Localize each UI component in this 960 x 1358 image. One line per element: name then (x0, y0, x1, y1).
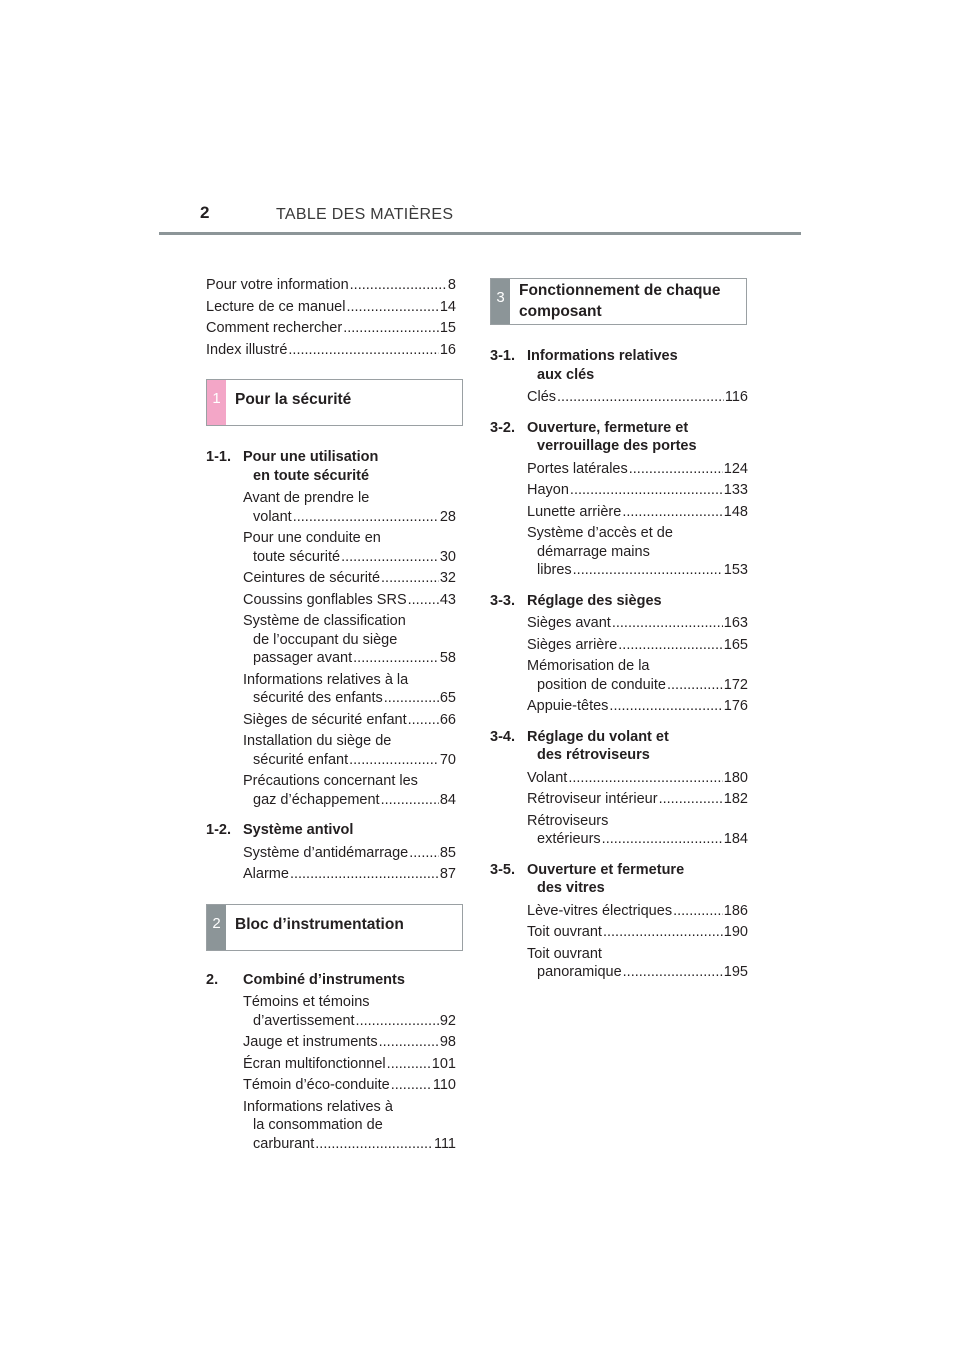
chapter-3-title-line: Fonctionnement de chaque (519, 282, 721, 299)
toc-right-column (490, 278, 748, 985)
dot-leader (570, 481, 723, 500)
toc-entry-label: volant (253, 508, 292, 525)
intro-list (206, 276, 456, 359)
toc-entry-label: Appuie-têtes (527, 698, 609, 714)
toc-entry-label: Sièges arrière (527, 636, 618, 653)
toc-entry-row (243, 1012, 456, 1031)
toc-entry[interactable] (206, 319, 456, 338)
dot-leader (618, 636, 723, 655)
dot-leader (341, 548, 439, 567)
toc-entry-page: 30 (439, 548, 456, 565)
toc-entry-page: 84 (439, 791, 456, 808)
toc-entry-label: libres (537, 562, 572, 578)
dot-leader (290, 865, 439, 884)
toc-entry-label: gaz d’échappement (253, 791, 380, 808)
toc-entry[interactable] (243, 865, 456, 884)
section-title-line: des rétroviseurs (537, 747, 650, 763)
section-title-line: Combiné d’instruments (243, 971, 405, 988)
toc-entry[interactable] (527, 481, 748, 500)
toc-entry-label: Système d’antidémarrage (243, 844, 409, 861)
toc-entry[interactable] (243, 591, 456, 610)
toc-entry-page: 14 (439, 298, 456, 315)
toc-entry[interactable] (527, 657, 748, 694)
toc-entry[interactable] (243, 671, 456, 708)
toc-entry-label: Toit ouvrant (527, 945, 602, 962)
toc-entry-page: 32 (439, 570, 456, 586)
toc-entry-page: 176 (723, 698, 748, 714)
section-number: 3-2. (490, 419, 515, 436)
dot-leader (315, 1135, 433, 1154)
chapter-1-number: 1 (207, 380, 226, 425)
toc-entry-label: Avant de prendre le (243, 490, 370, 506)
toc-entry-label: Système d’accès et de (527, 525, 673, 541)
dot-leader (673, 902, 723, 921)
toc-entry-label: Précautions concernant les (243, 773, 418, 789)
toc-entry-label: Système de classification (243, 613, 406, 629)
toc-entry-label: Installation du siège de (243, 733, 392, 749)
toc-entry-row (243, 649, 456, 668)
toc-entry-row (527, 460, 748, 479)
toc-entry-row (527, 790, 748, 809)
chapter-2-title: Bloc d’instrumentation (235, 915, 404, 933)
section-heading[interactable] (206, 448, 456, 485)
dot-leader (409, 844, 439, 863)
toc-entry-page: 111 (433, 1135, 456, 1152)
toc-entry-page: 65 (439, 690, 456, 706)
toc-entry-label: Hayon (527, 482, 569, 498)
section-number: 3-4. (490, 728, 515, 745)
section-heading[interactable] (490, 347, 748, 384)
section-heading[interactable] (206, 971, 456, 990)
toc-entry-row (527, 481, 748, 500)
toc-entry-row (527, 697, 748, 716)
dot-leader (603, 923, 723, 942)
toc-entry-page: 182 (723, 791, 748, 807)
toc-entry[interactable] (243, 529, 456, 566)
toc-entry-label: Volant (527, 769, 568, 786)
section-title-line: Système antivol (243, 822, 354, 838)
toc-left-column (206, 276, 456, 1156)
toc-entry-page: 165 (723, 636, 748, 653)
toc-entry[interactable] (206, 276, 456, 295)
toc-entry-page: 43 (439, 591, 456, 608)
toc-entry-row (243, 1055, 456, 1074)
toc-entry[interactable] (527, 790, 748, 809)
toc-entry-row (206, 298, 456, 317)
dot-leader (381, 569, 439, 588)
section-title (243, 971, 405, 990)
toc-entry-label: Pour votre information (206, 277, 349, 293)
toc-entry-page: 16 (439, 341, 456, 358)
chapter-3-number: 3 (491, 279, 510, 324)
section-number: 3-5. (490, 861, 515, 878)
toc-entry[interactable] (243, 1033, 456, 1052)
toc-entry-page: 15 (439, 320, 456, 336)
chapter-3-tab[interactable] (490, 278, 747, 325)
dot-leader (659, 790, 723, 809)
toc-entry-label: Index illustré (206, 341, 288, 358)
toc-entry-label: Coussins gonflables SRS (243, 591, 407, 608)
dot-leader (349, 751, 439, 770)
section-heading[interactable] (206, 821, 456, 840)
toc-entry-label: Ceintures de sécurité (243, 570, 381, 586)
dot-leader (379, 1033, 439, 1052)
toc-entry[interactable] (527, 812, 748, 849)
section-number: 1-2. (206, 822, 231, 838)
section-title (527, 861, 684, 898)
toc-entry[interactable] (243, 1098, 456, 1154)
dot-leader (568, 769, 722, 788)
toc-entry-label: Témoins et témoins (243, 994, 370, 1010)
toc-entry-row (206, 276, 456, 295)
toc-entry-page: 87 (439, 866, 456, 882)
dot-leader (557, 388, 724, 407)
toc-entry-page: 98 (439, 1034, 456, 1050)
toc-entry-label: sécurité des enfants (253, 690, 383, 706)
toc-entry-label: Mémorisation de la (527, 658, 650, 674)
section-title (527, 347, 678, 384)
toc-entry-page: 101 (431, 1055, 456, 1072)
dot-leader (346, 298, 438, 317)
section-number: 2. (206, 971, 219, 988)
toc-entry-label: extérieurs (537, 831, 601, 847)
section-title-line: Informations relatives (527, 348, 678, 364)
toc-entry[interactable] (243, 489, 456, 526)
dot-leader (609, 697, 722, 716)
toc-entry-label: position de conduite (537, 676, 666, 693)
toc-entry[interactable] (527, 460, 748, 479)
toc-entry[interactable] (243, 569, 456, 588)
dot-leader (623, 963, 723, 982)
toc-entry[interactable] (527, 945, 748, 982)
toc-entry-label: Rétroviseurs (527, 812, 609, 829)
section-title (243, 821, 353, 840)
toc-entry-label: Toit ouvrant (527, 924, 602, 940)
toc-entry-page: 58 (439, 650, 456, 666)
toc-entry-label: carburant (253, 1135, 315, 1152)
toc-entry-page: 28 (439, 508, 456, 525)
toc-entry[interactable] (527, 902, 748, 921)
dot-leader (343, 319, 439, 338)
toc-entry-row (527, 902, 748, 921)
toc-entry-label: panoramique (537, 964, 622, 980)
toc-entry-row (243, 689, 456, 708)
dot-leader (356, 1012, 439, 1031)
toc-entry-row (243, 591, 456, 610)
chapter-1-tab[interactable] (206, 379, 463, 426)
toc-entry[interactable] (527, 697, 748, 716)
toc-entry[interactable] (243, 1076, 456, 1095)
chapter-3-sections (490, 347, 748, 982)
toc-entry[interactable] (527, 614, 748, 633)
chapter-3-title-line: composant (519, 303, 602, 320)
toc-entry-page: 195 (723, 964, 748, 980)
toc-entry-label: Informations relatives à (243, 1098, 393, 1115)
toc-entry-row (527, 636, 748, 655)
toc-entry[interactable] (206, 298, 456, 317)
toc-entry-label: Lecture de ce manuel (206, 298, 346, 315)
toc-entry[interactable] (243, 711, 456, 730)
dot-leader (293, 508, 439, 527)
toc-entry-page: 110 (432, 1077, 456, 1093)
dot-leader (353, 649, 439, 668)
toc-entry-page: 124 (723, 460, 748, 477)
section-heading[interactable] (490, 419, 748, 456)
dot-leader (612, 614, 723, 633)
toc-entry[interactable] (527, 503, 748, 522)
chapter-1-title: Pour la sécurité (235, 391, 352, 408)
toc-entry-row (243, 844, 456, 863)
section-title-line: des vitres (537, 880, 605, 896)
toc-entry-row (527, 830, 748, 849)
toc-entry-label: Pour une conduite en (243, 530, 381, 546)
toc-entry[interactable] (206, 341, 456, 360)
section-title-line: Réglage du volant et (527, 728, 669, 745)
dot-leader (602, 830, 723, 849)
toc-entry-label: la consommation de (253, 1117, 383, 1133)
section-title-line: Réglage des sièges (527, 592, 662, 609)
dot-leader (573, 561, 723, 580)
section-title (243, 448, 378, 485)
dot-leader (387, 1055, 431, 1074)
toc-entry-row (243, 1135, 456, 1154)
toc-entry-row (206, 319, 456, 338)
toc-entry-row (243, 1076, 456, 1095)
chapter-3-title (510, 279, 731, 324)
toc-entry-label: Comment rechercher (206, 320, 343, 336)
toc-entry-row (527, 614, 748, 633)
toc-entry-label: démarrage mains (537, 543, 650, 560)
toc-entry-page: 180 (723, 769, 748, 786)
toc-entry-label: Alarme (243, 866, 289, 882)
dot-leader (408, 711, 439, 730)
toc-entry-row (527, 769, 748, 788)
toc-entry-label: Informations relatives à la (243, 671, 409, 688)
chapter-2-number: 2 (207, 905, 226, 950)
toc-entry-label: Clés (527, 389, 557, 405)
toc-entry-page: 172 (723, 676, 748, 693)
toc-entry-row (243, 791, 456, 810)
section-title (527, 592, 662, 611)
chapter-1-sections (206, 448, 456, 884)
dot-leader (384, 689, 439, 708)
chapter-2-sections (206, 971, 456, 1154)
toc-entry-row (243, 508, 456, 527)
toc-entry-page: 190 (723, 924, 748, 940)
toc-entry-label: Portes latérales (527, 460, 628, 477)
toc-entry[interactable] (527, 923, 748, 942)
toc-entry-label: Écran multifonctionnel (243, 1055, 386, 1072)
toc-entry[interactable] (527, 388, 748, 407)
dot-leader (629, 460, 723, 479)
dot-leader (350, 276, 447, 295)
toc-entry-page: 186 (723, 902, 748, 919)
toc-entry-row (527, 561, 748, 580)
toc-entry-page: 184 (723, 831, 748, 847)
toc-entry-label: Sièges avant (527, 615, 611, 631)
toc-entry-page: 116 (724, 389, 748, 405)
toc-entry-page: 163 (723, 615, 748, 631)
section-heading[interactable] (490, 592, 748, 611)
toc-entry-row (527, 963, 748, 982)
section-number: 1-1. (206, 449, 231, 465)
toc-entry-row (243, 751, 456, 770)
section-number: 3-3. (490, 592, 515, 609)
dot-leader (381, 791, 439, 810)
toc-entry-page: 85 (439, 844, 456, 861)
toc-entry-page: 92 (439, 1012, 456, 1029)
toc-entry[interactable] (243, 772, 456, 809)
section-title-line: Pour une utilisation (243, 449, 379, 465)
toc-entry-row (243, 569, 456, 588)
dot-leader (391, 1076, 432, 1095)
toc-entry[interactable] (243, 993, 456, 1030)
toc-entry-page: 153 (723, 562, 748, 578)
toc-entry-row (527, 503, 748, 522)
toc-entry-label: de l’occupant du siège (253, 631, 398, 648)
section-title (527, 419, 697, 456)
toc-entry-row (527, 676, 748, 695)
section-title-line: en toute sécurité (253, 467, 370, 484)
toc-entry[interactable] (243, 1055, 456, 1074)
section-title-line: Ouverture et fermeture (527, 861, 685, 878)
toc-entry-label: Rétroviseur intérieur (527, 791, 658, 807)
chapter-2-tab[interactable] (206, 904, 463, 951)
toc-entry-label: Jauge et instruments (243, 1034, 378, 1050)
toc-entry-row (243, 865, 456, 884)
toc-entry[interactable] (243, 612, 456, 668)
toc-entry-page: 8 (447, 277, 456, 293)
dot-leader (408, 591, 439, 610)
toc-entry-label: Témoin d’éco-conduite (243, 1077, 390, 1093)
section-title-line: verrouillage des portes (537, 438, 697, 454)
section-title-line: Ouverture, fermeture et (527, 419, 689, 436)
toc-entry-row (243, 1033, 456, 1052)
toc-entry-row (206, 341, 456, 360)
section-heading[interactable] (490, 728, 748, 765)
dot-leader (288, 341, 438, 360)
toc-entry-label: Sièges de sécurité enfant (243, 711, 407, 728)
dot-leader (667, 676, 723, 695)
toc-entry-row (243, 548, 456, 567)
section-title (527, 728, 669, 765)
dot-leader (622, 503, 722, 522)
toc-entry-row (243, 711, 456, 730)
toc-entry[interactable] (243, 732, 456, 769)
toc-entry-row (527, 388, 748, 407)
toc-entry-page: 66 (439, 711, 456, 728)
toc-entry-label: toute sécurité (253, 548, 341, 565)
toc-entry[interactable] (527, 636, 748, 655)
toc-entry[interactable] (527, 769, 748, 788)
section-title-line: aux clés (537, 366, 595, 383)
page-number: 2 (200, 203, 210, 222)
toc-entry-page: 148 (723, 503, 748, 520)
toc-entry-label: sécurité enfant (253, 751, 349, 768)
toc-entry[interactable] (527, 524, 748, 580)
toc-entry-page: 133 (723, 482, 748, 498)
section-number: 3-1. (490, 348, 515, 364)
toc-entry-page: 70 (439, 751, 456, 768)
page-title: TABLE DES MATIÈRES (276, 206, 454, 223)
header-divider (159, 232, 801, 235)
section-heading[interactable] (490, 861, 748, 898)
toc-entry-label: d’avertissement (253, 1012, 355, 1029)
toc-entry-label: Lunette arrière (527, 503, 622, 520)
toc-entry-label: passager avant (253, 650, 353, 666)
toc-entry-label: Lève-vitres électriques (527, 902, 673, 919)
toc-entry-row (527, 923, 748, 942)
toc-entry[interactable] (243, 844, 456, 863)
